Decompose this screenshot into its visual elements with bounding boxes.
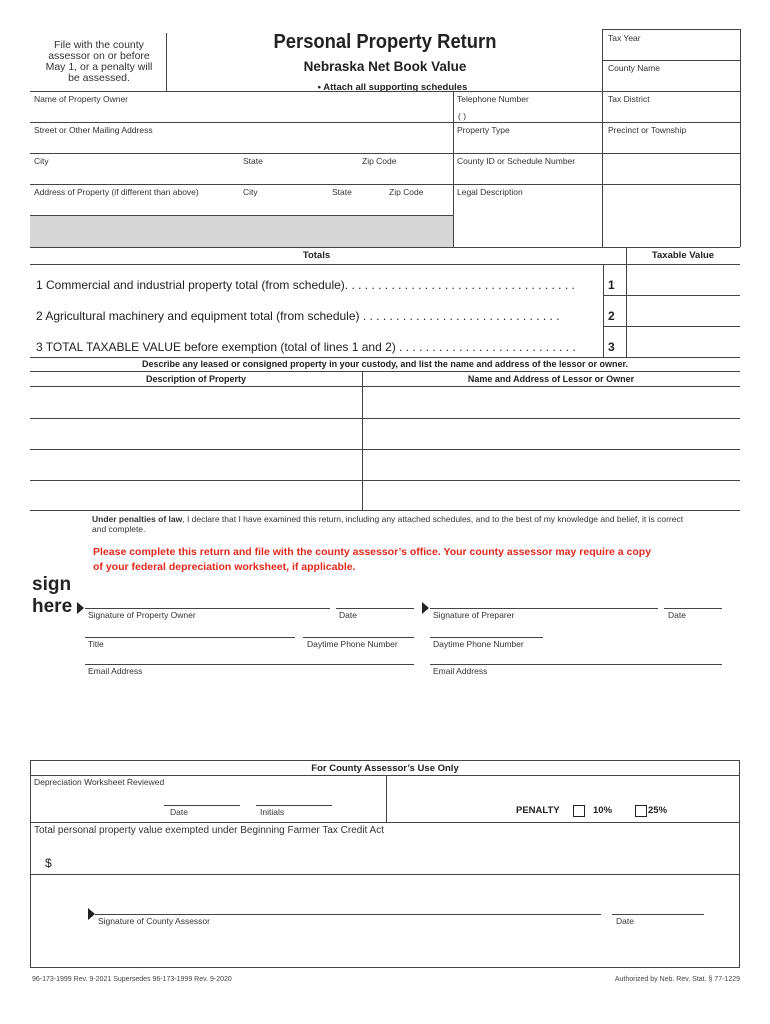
form-title: Personal Property Return — [273, 31, 497, 53]
review-date-field[interactable] — [164, 790, 240, 804]
leased-lessor-row-4[interactable] — [364, 482, 738, 509]
leased-description-row-1[interactable] — [32, 388, 360, 416]
leased-col-divider — [362, 371, 363, 510]
county-id-label: County ID or Schedule Number — [457, 156, 576, 166]
owner-email-field[interactable] — [85, 647, 414, 663]
total-line-3-value[interactable] — [628, 328, 738, 356]
header-divider-left — [166, 33, 167, 91]
county-name-label: County Name — [608, 63, 660, 73]
property-zip-field[interactable] — [387, 198, 450, 214]
owner-date-label: Date — [339, 610, 357, 620]
depreciation-reviewed-label: Depreciation Worksheet Reviewed — [34, 777, 165, 787]
here-word: here — [32, 596, 73, 617]
exempt-value-field[interactable] — [56, 850, 256, 870]
precinct-label: Precinct or Township — [608, 125, 687, 135]
review-initials-label: Initials — [260, 807, 285, 817]
leased-description-row-2[interactable] — [32, 420, 360, 448]
property-address-label: Address of Property (if different than above) — [34, 187, 199, 197]
total-line-3: 3 TOTAL TAXABLE VALUE before exemption (total of lines 1 and 2) . . . . . . . . . . . . . . . . . . . . . . . . . . . — [36, 340, 576, 354]
shaded-block — [30, 216, 453, 247]
rule — [85, 608, 330, 609]
tax-year-label: Tax Year — [608, 33, 641, 43]
rule — [164, 805, 240, 806]
authorization: Authorized by Neb. Rev. Stat. § 77-1229 — [614, 976, 740, 983]
taxable-col-left — [626, 247, 627, 357]
title-field[interactable] — [85, 620, 295, 636]
owner-signature-label: Signature of Property Owner — [88, 610, 196, 620]
total-line-2-value[interactable] — [628, 297, 738, 325]
rule — [603, 295, 740, 296]
assessor-arrow-icon — [88, 908, 95, 920]
leased-lessor-row-2[interactable] — [364, 420, 738, 448]
review-date-label: Date — [170, 807, 188, 817]
penalty-25-checkbox[interactable] — [635, 805, 647, 817]
property-address-field[interactable] — [32, 198, 237, 214]
preparer-email-label: Email Address — [433, 666, 488, 676]
assessor-signature-field[interactable] — [95, 896, 601, 913]
property-city-field[interactable] — [241, 198, 326, 214]
preparer-phone-label: Daytime Phone Number — [433, 639, 524, 649]
rule — [85, 637, 295, 638]
preparer-date-field[interactable] — [664, 590, 722, 607]
assessor-col-divider — [386, 775, 387, 822]
description-col-header: Description of Property — [145, 374, 246, 384]
property-state-label: State — [332, 187, 352, 197]
owner-name-field[interactable] — [32, 105, 451, 121]
review-initials-field[interactable] — [256, 790, 332, 804]
taxable-value-header: Taxable Value — [651, 250, 715, 261]
state-field[interactable] — [241, 167, 356, 183]
city-label: City — [34, 156, 49, 166]
total-line-3-num: 3 — [608, 340, 615, 354]
rule — [30, 480, 740, 481]
rule — [303, 637, 414, 638]
preparer-signature-label: Signature of Preparer — [433, 610, 515, 620]
penalty-10-label: 10% — [593, 805, 613, 816]
middle-col-divider — [453, 91, 454, 247]
owner-name-label: Name of Property Owner — [34, 94, 129, 104]
rule — [336, 608, 414, 609]
rule — [30, 822, 740, 823]
tax-district-field[interactable] — [604, 105, 738, 121]
totals-header: Totals — [302, 250, 331, 261]
declaration-text — [92, 514, 692, 534]
sign-word: sign — [32, 574, 72, 595]
rule — [30, 449, 740, 450]
county-id-field[interactable] — [455, 167, 738, 183]
rule — [30, 247, 740, 248]
property-state-field[interactable] — [330, 198, 385, 214]
street-label: Street or Other Mailing Address — [34, 125, 153, 135]
owner-phone-label: Daytime Phone Number — [307, 639, 398, 649]
assessor-date-field[interactable] — [612, 896, 704, 913]
lessor-col-header: Name and Address of Lessor or Owner — [467, 374, 635, 384]
filing-instruction: File with the county assessor on or before May 1, or a penalty will be assessed. — [45, 39, 153, 84]
property-zip-label: Zip Code — [389, 187, 424, 197]
property-city-label: City — [243, 187, 258, 197]
owner-signature-field[interactable] — [85, 590, 330, 607]
preparer-signature-field[interactable] — [430, 590, 658, 607]
rule — [30, 184, 740, 185]
rule — [602, 29, 740, 30]
total-line-2: 2 Agricultural machinery and equipment total (from schedule) . . . . . . . . . . . . . . . . . . . . . . . . . . . . . . — [36, 309, 560, 323]
depreciation-notice-line-1: Please complete this return and file with the county assessor’s office. Your county assessor may require a copy — [93, 546, 652, 558]
rule — [256, 805, 332, 806]
rule — [612, 914, 704, 915]
legal-description-label: Legal Description — [457, 187, 523, 197]
property-type-label: Property Type — [457, 125, 510, 135]
legal-description-field[interactable] — [455, 198, 738, 245]
rule — [30, 775, 740, 776]
zip-field[interactable] — [360, 167, 450, 183]
rule — [30, 874, 740, 875]
exempt-label: Total personal property value exempted under Beginning Farmer Tax Credit Act — [34, 825, 385, 836]
total-line-1: 1 Commercial and industrial property total (from schedule). . . . . . . . . . . . . . . . . . . . . . . . . . . . . . . . . . . — [36, 278, 575, 292]
penalty-10-checkbox[interactable] — [573, 805, 585, 817]
preparer-email-field[interactable] — [430, 647, 722, 663]
leased-lessor-row-3[interactable] — [364, 451, 738, 479]
state-label: State — [243, 156, 263, 166]
form-subtitle: Nebraska Net Book Value — [303, 59, 467, 74]
leased-instruction: Describe any leased or consigned property in your custody, and list the name and address of the lessor or owner. — [142, 359, 628, 369]
tax-year-field[interactable] — [604, 44, 738, 59]
rule — [602, 60, 740, 61]
rule — [30, 122, 740, 123]
declaration-body: , I declare that I have examined this return, including any attached schedules, and to the best of my knowledge and belief, it is correct and complete. — [92, 514, 684, 534]
form-id: 96-173-1999 Rev. 9-2021 Supersedes 96-173-1999 Rev. 9-2020 — [32, 976, 232, 983]
tax-district-label: Tax District — [608, 94, 650, 104]
rule — [740, 29, 741, 247]
rule — [30, 418, 740, 419]
assessor-header: For County Assessor’s Use Only — [311, 763, 459, 774]
assessor-signature-label: Signature of County Assessor — [98, 916, 210, 926]
preparer-date-label: Date — [668, 610, 686, 620]
rule — [30, 386, 740, 387]
rule — [30, 264, 740, 265]
telephone-label: Telephone Number — [457, 94, 529, 104]
owner-phone-field[interactable] — [303, 620, 414, 636]
telephone-parens: ( ) — [458, 111, 467, 121]
leased-lessor-row-1[interactable] — [364, 388, 738, 416]
rule — [430, 637, 543, 638]
leased-description-row-3[interactable] — [32, 451, 360, 479]
leased-description-row-4[interactable] — [32, 482, 360, 509]
rule — [30, 357, 740, 358]
street-field[interactable] — [32, 136, 451, 152]
property-type-field[interactable] — [455, 136, 600, 152]
owner-email-label: Email Address — [88, 666, 143, 676]
rule — [664, 608, 722, 609]
rule — [30, 510, 740, 511]
title-label: Title — [88, 639, 104, 649]
preparer-arrow-icon — [422, 602, 429, 614]
line-num-col-left — [603, 264, 604, 357]
dollar-sign: $ — [45, 856, 52, 870]
total-line-2-num: 2 — [608, 309, 615, 323]
sign-arrow-icon — [77, 602, 84, 614]
rule — [30, 153, 740, 154]
penalty-25-label: 25% — [648, 805, 668, 816]
total-line-1-value[interactable] — [628, 266, 738, 294]
depreciation-notice-line-2: of your federal depreciation worksheet, if applicable. — [93, 561, 356, 573]
city-field[interactable] — [32, 167, 237, 183]
declaration-lead: Under penalties of law — [92, 514, 183, 524]
rule — [430, 664, 722, 665]
total-line-1-num: 1 — [608, 278, 615, 292]
preparer-phone-field[interactable] — [430, 620, 543, 636]
rule — [430, 608, 658, 609]
rule — [30, 371, 740, 372]
county-name-field[interactable] — [604, 74, 738, 90]
rule — [603, 326, 740, 327]
penalty-label: PENALTY — [516, 805, 560, 816]
telephone-field[interactable] — [455, 105, 600, 121]
owner-date-field[interactable] — [336, 590, 414, 607]
rule — [85, 664, 414, 665]
precinct-field[interactable] — [604, 136, 738, 152]
attach-note: • Attach all supporting schedules — [317, 82, 468, 93]
zip-label: Zip Code — [362, 156, 397, 166]
rule — [95, 914, 601, 915]
rule — [30, 91, 740, 92]
assessor-date-label: Date — [616, 916, 634, 926]
